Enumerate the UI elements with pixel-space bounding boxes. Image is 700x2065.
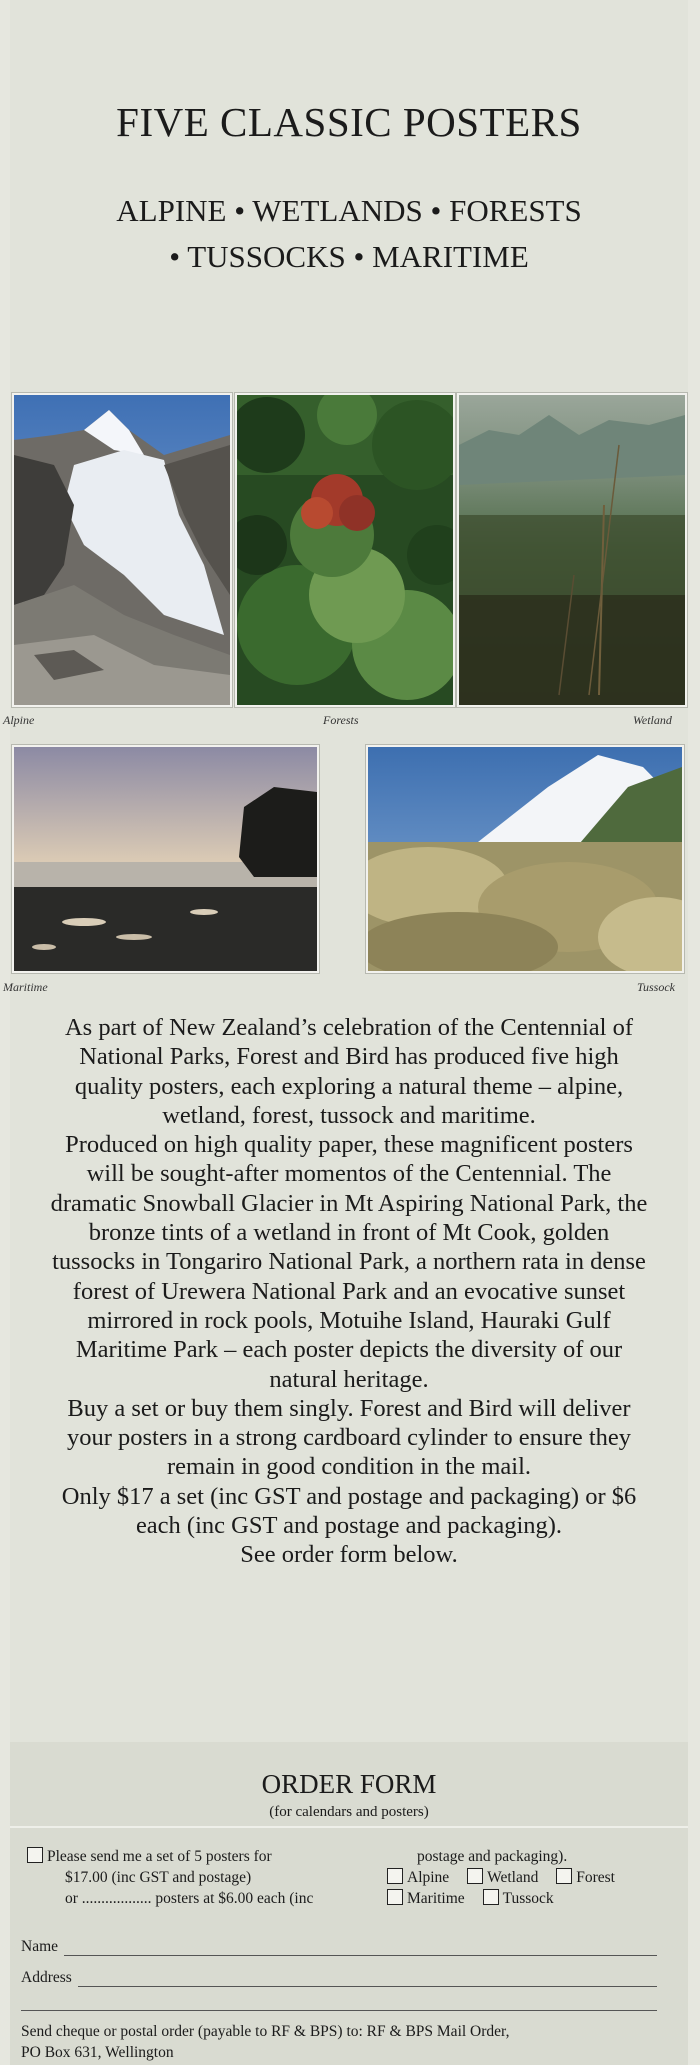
body-paragraph-intro: As part of New Zealand’s celebration of the Centennial of National Parks, Forest and Bird has produced five high quality posters, each exploring a natural theme – alpine, wetland, forest, tussock and maritime.: [64, 1014, 634, 1129]
single-line[interactable]: or .................. posters at $6.00 each (inc: [65, 1890, 314, 1907]
address-field[interactable]: [21, 1969, 657, 1987]
order-footer: [21, 2021, 671, 2063]
poster-advert-page: [3, 0, 688, 2065]
address-line[interactable]: [78, 1972, 657, 1987]
tussock-caption: Tussock: [637, 980, 676, 994]
set-line-2: $17.00 (inc GST and postage): [65, 1869, 252, 1886]
address-label: Address: [21, 1969, 72, 1986]
option-tussock[interactable]: [483, 1888, 554, 1909]
body-paragraph-description: Produced on high quality paper, these magnificent posters will be sought-after momentos of the Centennial. The dramatic Snowball Glacier in Mt Aspiring National Park, the bronze tints of a wetland in front of Mt Cook, golden tussocks in Tongariro National Park, a northern rata in dense forest of Urewera National Park and an evocative sunset mirrored in rock pools, Motuihe Island, Hauraki Gulf Maritime Park – each poster depicts the diversity of our natural heritage.: [50, 1131, 648, 1393]
single-cont: postage and packaging).: [417, 1848, 568, 1865]
name-label: Name: [21, 1938, 59, 1955]
option-alpine-label: Alpine: [407, 1869, 450, 1886]
page-subtitle: [10, 188, 688, 280]
poster-options-row-1: [387, 1867, 687, 1888]
address-line-2[interactable]: [21, 2010, 657, 2011]
option-alpine[interactable]: [387, 1867, 449, 1888]
subtitle-line-2: • TUSSOCKS • MARITIME: [169, 239, 529, 274]
option-maritime-label: Maritime: [407, 1890, 465, 1907]
forest-checkbox[interactable]: [556, 1868, 572, 1884]
wetland-checkbox[interactable]: [467, 1868, 483, 1884]
option-maritime[interactable]: [387, 1888, 465, 1909]
option-forest[interactable]: [556, 1867, 615, 1888]
poster-options-row-2: [387, 1888, 687, 1909]
option-wetland-label: Wetland: [487, 1869, 539, 1886]
maritime-caption: Maritime: [3, 980, 48, 994]
name-line[interactable]: [64, 1941, 657, 1956]
order-form-subtitle: (for calendars and posters): [269, 1804, 429, 1820]
alpine-checkbox[interactable]: [387, 1868, 403, 1884]
tussock-checkbox[interactable]: [483, 1889, 499, 1905]
maritime-photo: [12, 745, 319, 973]
order-form-divider: [10, 1826, 688, 1828]
order-set-section: [27, 1846, 377, 1909]
forests-caption: Forests: [323, 713, 359, 727]
wetland-photo: [457, 393, 687, 707]
option-wetland[interactable]: [467, 1867, 538, 1888]
forests-photo: [235, 393, 455, 707]
body-paragraph-see-order: See order form below.: [240, 1541, 458, 1569]
page-title: FIVE CLASSIC POSTERS: [116, 99, 582, 145]
order-set-row: [27, 1846, 377, 1867]
option-tussock-label: Tussock: [502, 1890, 554, 1907]
order-single-section: [387, 1846, 687, 1909]
name-field[interactable]: [21, 1938, 657, 1956]
wetland-caption: Wetland: [633, 713, 672, 727]
footer-line-1: Send cheque or postal order (payable to RF & BPS) to: RF & BPS Mail Order,: [21, 2023, 510, 2040]
order-form-title: ORDER FORM: [261, 1769, 437, 1799]
option-forest-label: Forest: [576, 1869, 615, 1886]
footer-line-2: PO Box 631, Wellington: [21, 2044, 174, 2061]
subtitle-line-1: ALPINE • WETLANDS • FORESTS: [116, 193, 582, 228]
body-text: [50, 1013, 648, 1570]
tussock-photo: [366, 745, 684, 973]
alpine-photo: [12, 393, 232, 707]
maritime-checkbox[interactable]: [387, 1889, 403, 1905]
alpine-caption: Alpine: [3, 713, 35, 727]
body-paragraph-price: Only $17 a set (inc GST and postage and packaging) or $6 each (inc GST and postage and packaging).: [61, 1482, 637, 1540]
body-paragraph-delivery: Buy a set or buy them singly. Forest and Bird will deliver your posters in a strong cardboard cylinder to ensure they remain in good condition in the mail.: [66, 1394, 631, 1481]
set-line-1: Please send me a set of 5 posters for: [47, 1848, 272, 1865]
set-checkbox[interactable]: [27, 1847, 43, 1863]
